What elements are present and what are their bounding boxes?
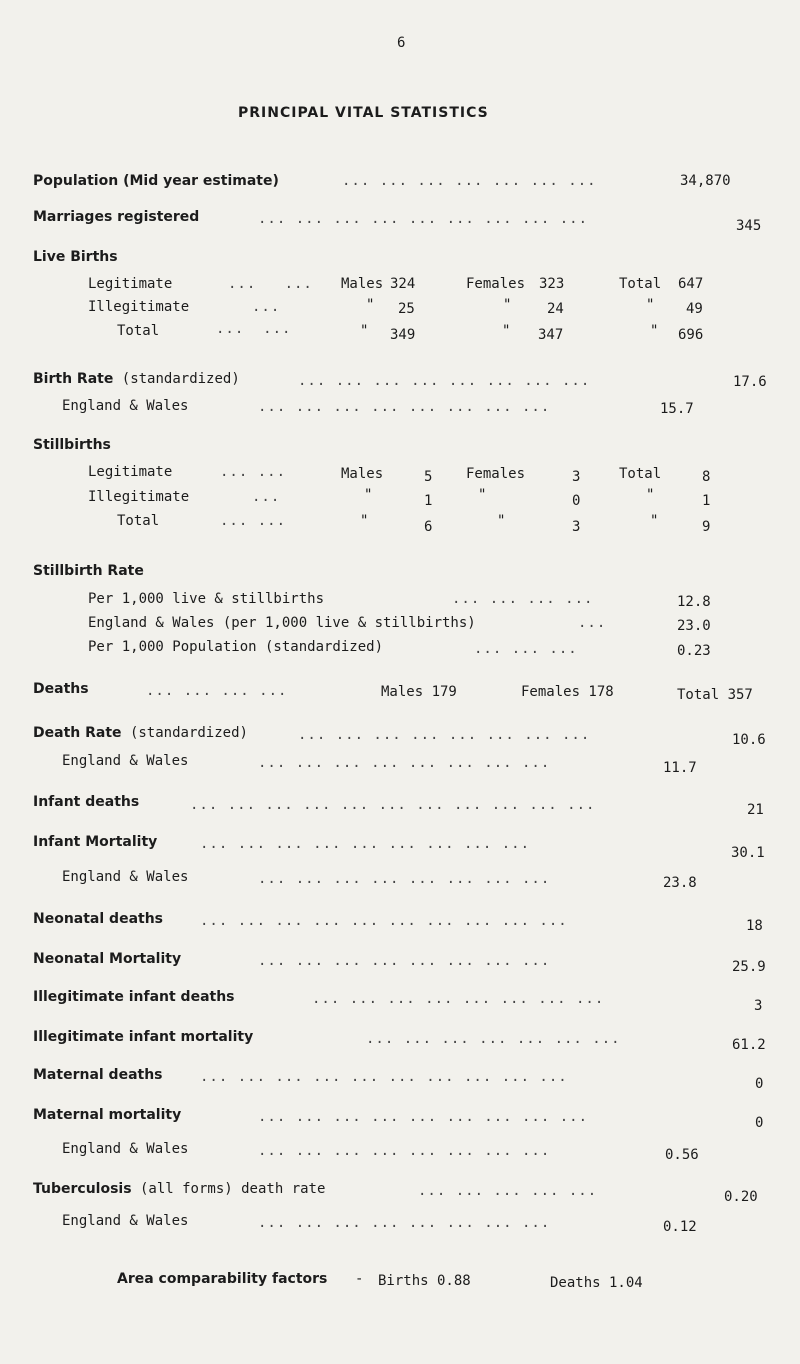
stillbirths-females: 3 — [572, 519, 581, 535]
live-births-females: 323 — [539, 276, 565, 292]
live-births-total-row-label: Total — [117, 323, 160, 339]
ditto-mark: " — [502, 323, 511, 339]
maternal-deaths-value: 0 — [755, 1076, 764, 1092]
infant-deaths-value: 21 — [747, 802, 764, 818]
leader-dots: ... ... ... ... ... ... ... — [366, 1031, 621, 1047]
area-factors-births: Births 0.88 — [378, 1273, 471, 1289]
birth-rate-row — [33, 370, 240, 388]
deaths-total: Total 357 — [677, 687, 753, 703]
leader-dots: ... ... ... ... ... ... ... ... — [298, 373, 591, 389]
live-births-total: 49 — [686, 301, 703, 317]
live-births-males: 25 — [398, 301, 415, 317]
stillbirths-males-label: Males — [341, 466, 384, 482]
leader-dots: ... ... ... ... ... ... ... ... — [298, 727, 591, 743]
ditto-mark: " — [497, 513, 506, 529]
deaths-males: Males 179 — [381, 684, 457, 700]
stillbirths-total: 8 — [702, 469, 711, 485]
ditto-mark: " — [646, 487, 655, 503]
live-births-females: 24 — [547, 301, 564, 317]
stillbirths-legitimate-label: Legitimate — [88, 464, 173, 480]
live-births-illegitimate-label: Illegitimate — [88, 299, 190, 315]
ditto-mark: " — [366, 297, 375, 313]
stillbirths-males: 5 — [424, 469, 433, 485]
ditto-mark: " — [360, 513, 369, 529]
deaths-label: Deaths — [33, 681, 89, 697]
stillbirths-total: 9 — [702, 519, 711, 535]
death-rate-row — [33, 724, 248, 742]
ditto-mark: " — [646, 297, 655, 313]
leader-dots: ... ... ... — [474, 641, 578, 657]
leader-dots: ... ... ... ... ... ... ... ... — [258, 755, 551, 771]
leader-dots: ... ... ... ... ... ... ... ... — [258, 953, 551, 969]
infant-mortality-label: Infant Mortality — [33, 834, 158, 850]
illegitimate-infant-mortality-value: 61.2 — [732, 1037, 766, 1053]
live-births-females: 347 — [538, 327, 564, 343]
ditto-mark: " — [364, 487, 373, 503]
area-factors-label: Area comparability factors — [117, 1271, 328, 1287]
death-rate-value: 10.6 — [732, 732, 766, 748]
leader-dots: ... — [252, 489, 281, 505]
leader-dots: ... ... ... ... ... ... ... ... — [258, 1143, 551, 1159]
illegitimate-infant-mortality-label: Illegitimate infant mortality — [33, 1029, 254, 1045]
death-rate-label: Death Rate — [33, 725, 122, 741]
population-label: Population (Mid year estimate) — [33, 173, 279, 189]
ditto-mark: " — [478, 487, 487, 503]
live-births-males: 349 — [390, 327, 416, 343]
maternal-mortality-ew-label: England & Wales — [62, 1141, 189, 1157]
leader-dots: ... ... ... ... — [146, 683, 288, 699]
marriages-value: 345 — [736, 218, 762, 234]
population-value: 34,870 — [680, 173, 731, 189]
tuberculosis-ew-label: England & Wales — [62, 1213, 189, 1229]
ditto-mark: " — [360, 323, 369, 339]
stillbirths-males: 1 — [424, 493, 433, 509]
ditto-mark: " — [650, 513, 659, 529]
neonatal-deaths-label: Neonatal deaths — [33, 911, 164, 927]
maternal-mortality-ew-value: 0.56 — [665, 1147, 699, 1163]
leader-dots: ... ... — [220, 513, 287, 529]
leader-dots: ... ... ... ... ... ... ... ... ... ... — [200, 1069, 568, 1085]
stillbirth-rate-value: 23.0 — [677, 618, 711, 634]
leader-dots: ... ... ... ... — [452, 591, 594, 607]
illegitimate-infant-deaths-label: Illegitimate infant deaths — [33, 989, 235, 1005]
illegitimate-infant-deaths-value: 3 — [754, 998, 763, 1014]
tuberculosis-value: 0.20 — [724, 1189, 758, 1205]
infant-mortality-value: 30.1 — [731, 845, 765, 861]
leader-dots: ... ... — [220, 464, 287, 480]
leader-dots: ... — [578, 615, 607, 631]
live-births-females-label: Females — [466, 276, 526, 292]
leader-dots: ... ... ... ... ... ... ... ... ... — [258, 1109, 589, 1125]
maternal-deaths-label: Maternal deaths — [33, 1067, 163, 1083]
leader-dots: ... — [252, 299, 281, 315]
stillbirth-rate-heading: Stillbirth Rate — [33, 563, 144, 579]
leader-dots: ... ... ... ... ... ... ... ... ... ... ... — [190, 797, 596, 813]
stillbirth-rate-row-label: Per 1,000 live & stillbirths — [88, 591, 325, 607]
stillbirths-total-label: Total — [619, 466, 662, 482]
birth-rate-ew-label: England & Wales — [62, 398, 189, 414]
death-rate-ew-value: 11.7 — [663, 760, 697, 776]
stillbirths-illegitimate-label: Illegitimate — [88, 489, 190, 505]
area-factors-dash: - — [355, 1271, 364, 1287]
live-births-total: 647 — [678, 276, 704, 292]
live-births-males-label: Males — [341, 276, 384, 292]
live-births-males: 324 — [390, 276, 416, 292]
marriages-label: Marriages registered — [33, 209, 200, 225]
infant-deaths-label: Infant deaths — [33, 794, 140, 810]
tuberculosis-ew-value: 0.12 — [663, 1219, 697, 1235]
live-births-heading: Live Births — [33, 249, 118, 265]
tuberculosis-label: Tuberculosis — [33, 1181, 132, 1197]
ditto-mark: " — [650, 323, 659, 339]
leader-dots: ... ... ... ... ... ... ... ... — [258, 1215, 551, 1231]
stillbirths-total-row-label: Total — [117, 513, 160, 529]
stillbirth-rate-row-label: Per 1,000 Population (standardized) — [88, 639, 384, 655]
live-births-total-label: Total — [619, 276, 662, 292]
neonatal-mortality-value: 25.9 — [732, 959, 766, 975]
tuberculosis-row — [33, 1180, 325, 1198]
leader-dots: ... ... ... ... ... — [418, 1183, 598, 1199]
page-number: 6 — [397, 35, 406, 51]
page-title: PRINCIPAL VITAL STATISTICS — [238, 105, 489, 121]
stillbirths-females: 3 — [572, 469, 581, 485]
maternal-mortality-label: Maternal mortality — [33, 1107, 182, 1123]
leader-dots: ... ... ... ... ... ... ... ... ... — [200, 836, 531, 852]
neonatal-mortality-label: Neonatal Mortality — [33, 951, 182, 967]
stillbirths-females-label: Females — [466, 466, 526, 482]
leader-dots: ... ... ... ... ... ... ... ... — [258, 399, 551, 415]
birth-rate-value: 17.6 — [733, 374, 767, 390]
stillbirths-heading: Stillbirths — [33, 437, 111, 453]
stillbirth-rate-value: 0.23 — [677, 643, 711, 659]
infant-mortality-ew-value: 23.8 — [663, 875, 697, 891]
leader-dots: ... ... ... ... ... ... ... — [342, 173, 597, 189]
stillbirth-rate-row-label: England & Wales (per 1,000 live & stillbirths) — [88, 615, 476, 631]
area-factors-deaths: Deaths 1.04 — [550, 1275, 643, 1291]
birth-rate-label: Birth Rate — [33, 371, 114, 387]
leader-dots: ... ... — [228, 276, 313, 292]
live-births-legitimate-label: Legitimate — [88, 276, 173, 292]
deaths-females: Females 178 — [521, 684, 614, 700]
infant-mortality-ew-label: England & Wales — [62, 869, 189, 885]
maternal-mortality-value: 0 — [755, 1115, 764, 1131]
leader-dots: ... ... ... ... ... ... ... ... ... ... — [200, 913, 568, 929]
birth-rate-qualifier: (standardized) — [121, 371, 240, 387]
death-rate-qualifier: (standardized) — [129, 725, 248, 741]
live-births-total: 696 — [678, 327, 704, 343]
death-rate-ew-label: England & Wales — [62, 753, 189, 769]
leader-dots: ... ... ... ... ... ... ... ... — [258, 871, 551, 887]
neonatal-deaths-value: 18 — [746, 918, 763, 934]
birth-rate-ew-value: 15.7 — [660, 401, 694, 417]
leader-dots: ... ... — [216, 321, 292, 337]
stillbirths-total: 1 — [702, 493, 711, 509]
leader-dots: ... ... ... ... ... ... ... ... ... — [258, 211, 589, 227]
leader-dots: ... ... ... ... ... ... ... ... — [312, 991, 605, 1007]
tuberculosis-qualifier: (all forms) death rate — [139, 1181, 326, 1197]
ditto-mark: " — [503, 297, 512, 313]
stillbirths-females: 0 — [572, 493, 581, 509]
stillbirths-males: 6 — [424, 519, 433, 535]
stillbirth-rate-value: 12.8 — [677, 594, 711, 610]
